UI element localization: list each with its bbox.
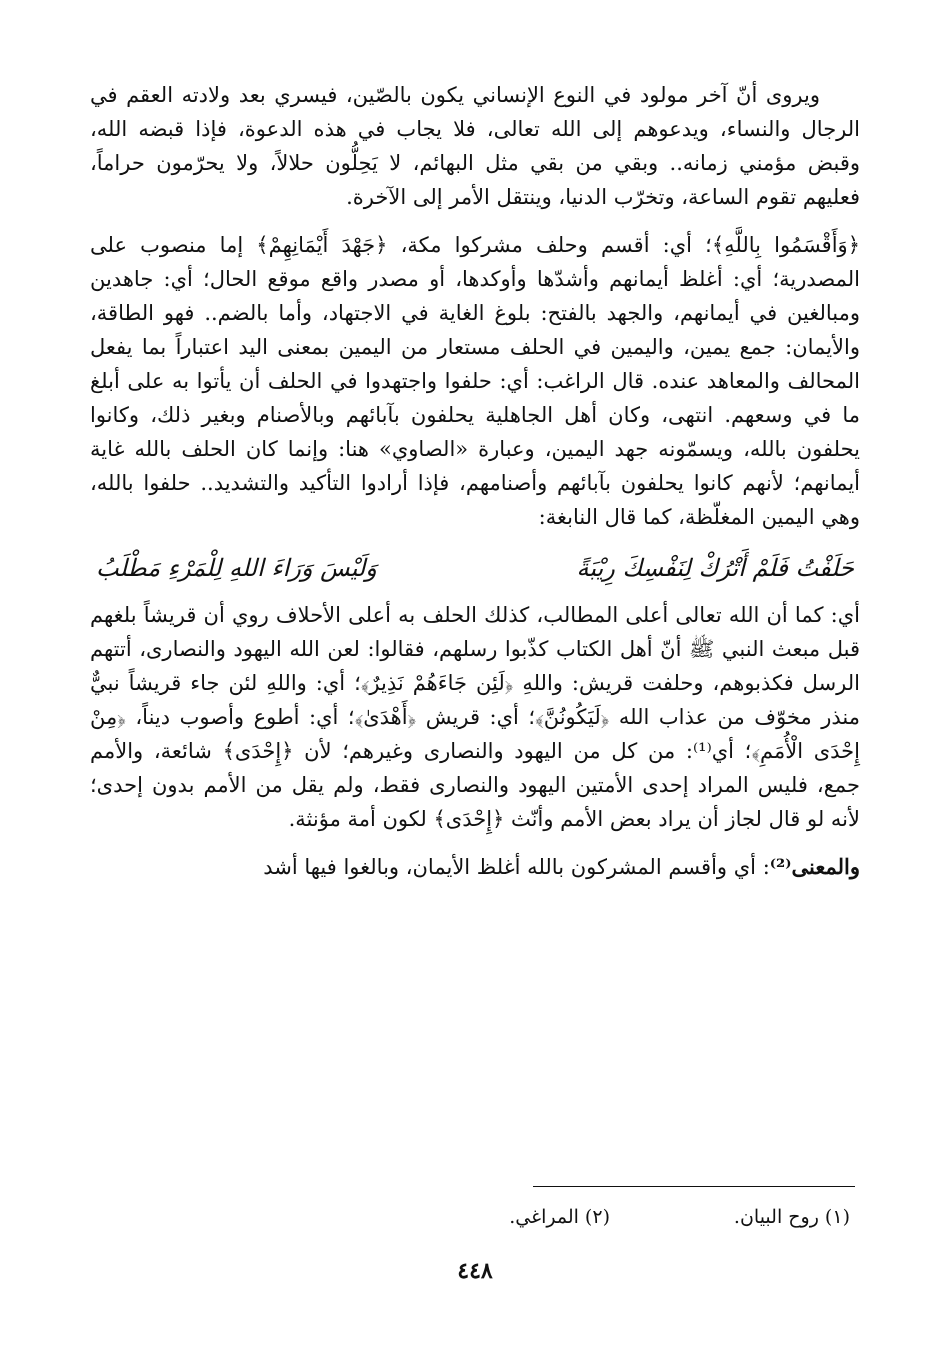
paragraph-3: أي: كما أن الله تعالى أعلى المطالب، كذلك الحلف به أعلى الأحلاف روي أن قريشاً بلغهم قبل مبعث النبي ﷺ أنّ أهل الكتاب كذّبوا رسلهم، فقالوا: لعن الله اليهود والنصارى، أتتهم الرسل فكذبوهم، وحلفت قريش: واللهِ ﴿لَئِن جَاءَهُمْ نَذِيرٌ﴾؛ أي: واللهِ لئن جاء قريشاً نبيٌّ منذر مخوّف من عذاب الله ﴿لَيَكُونُنَّ﴾؛ أي: قريش ﴿أَهْدَىٰ﴾؛ أي: أطوع وأصوب ديناً، ﴿مِنْ إِحْدَى الْأُمَمِ﴾؛ أي⁽¹⁾: من كل من اليهود والنصارى وغيرهم؛ لأن ﴿إِحْدَى﴾ شائعة، والأمم جمع، فليس المراد إحدى الأمتين اليهود والنصارى فقط، ولم يقل من الأمم بدون إحدى؛ لأنه لو قال لجاز أن يراد بعض الأمم وأنّث ﴿إِحْدَى﴾ لكون أمة مؤنثة.: [90, 603, 860, 831]
verse-second-hemistich: وَلَيْسَ وَرَاءَ اللهِ لِلْمَرْءِ مَطْلَبُ: [96, 554, 377, 582]
main-text: [90, 78, 860, 884]
page-number: ٤٤٨: [457, 1258, 493, 1284]
footnotes: [100, 1202, 850, 1232]
paragraph-2: ﴿وَأَقْسَمُوا بِاللَّهِ﴾؛ أي: أقسم وحلف مشركوا مكة، ﴿جَهْدَ أَيْمَانِهِمْ﴾ إما منصوب على المصدرية؛ أي: أغلظ أيمانهم وأشدّها وأوكدها، أو مصدر واقع موقع الحال؛ أي: جاهدين ومبالغين في أيمانهم، والجهد بالفتح: بلوغ الغاية في الاجتهاد، وأما بالضم.. فهو الطاقة، والأيمان: جمع يمين، واليمين في الحلف مستعار من اليمين بمعنى اليد اعتباراً بما يفعل المحالف والمعاهد عنده. قال الراغب: أي: حلفوا واجتهدوا في الحلف أن يأتوا به على أبلغ ما في وسعهم. انتهى، وكان أهل الجاهلية يحلفون بآبائهم وبالأصنام وبغير ذلك، وكانوا يحلفون بالله، ويسمّونه جهد اليمين، وعبارة «الصاوي» هنا: وإنما كان الحلف بالله غاية أيمانهم؛ لأنهم كانوا يحلفون بآبائهم وأصنامهم، فإذا أرادوا التأكيد والتشديد.. حلفوا بالله، وهي اليمين المغلّظة، كما قال النابغة:: [90, 233, 861, 529]
footnote-separator: [533, 1186, 855, 1187]
verse-first-hemistich: حَلَفْتُ فَلَمْ أَتْرُكْ لِنَفْسِكَ رِيْبَةً: [576, 554, 854, 582]
paragraph-4: [90, 850, 860, 884]
paragraph-4-text: : أي وأقسم المشركون بالله أغلظ الأيمان، وبالغوا فيها أشد: [263, 855, 770, 879]
paragraph-1: ويروى أنّ آخر مولود في النوع الإنساني يكون بالصّين، فيسري بعد ولادته العقم في الرجال والنساء، ويدعوهم إلى الله تعالى، فلا يجاب في هذه الدعوة، فإذا قبضه الله، وقبض مؤمني زمانه.. وبقي من بقي مثل البهائم، لا يَحِلُّون حلالاً، ولا يحرّمون حراماً، فعليهم تقوم الساعة، وتخرّب الدنيا، وينتقل الأمر إلى الآخرة.: [90, 83, 860, 209]
footnote-1: (١) روح البيان.: [733, 1206, 850, 1228]
poetry-verse: [90, 550, 860, 586]
paragraph-4-lead: والمعنى⁽²⁾: [769, 854, 860, 879]
footnote-2: (٢) المراغي.: [509, 1206, 610, 1228]
